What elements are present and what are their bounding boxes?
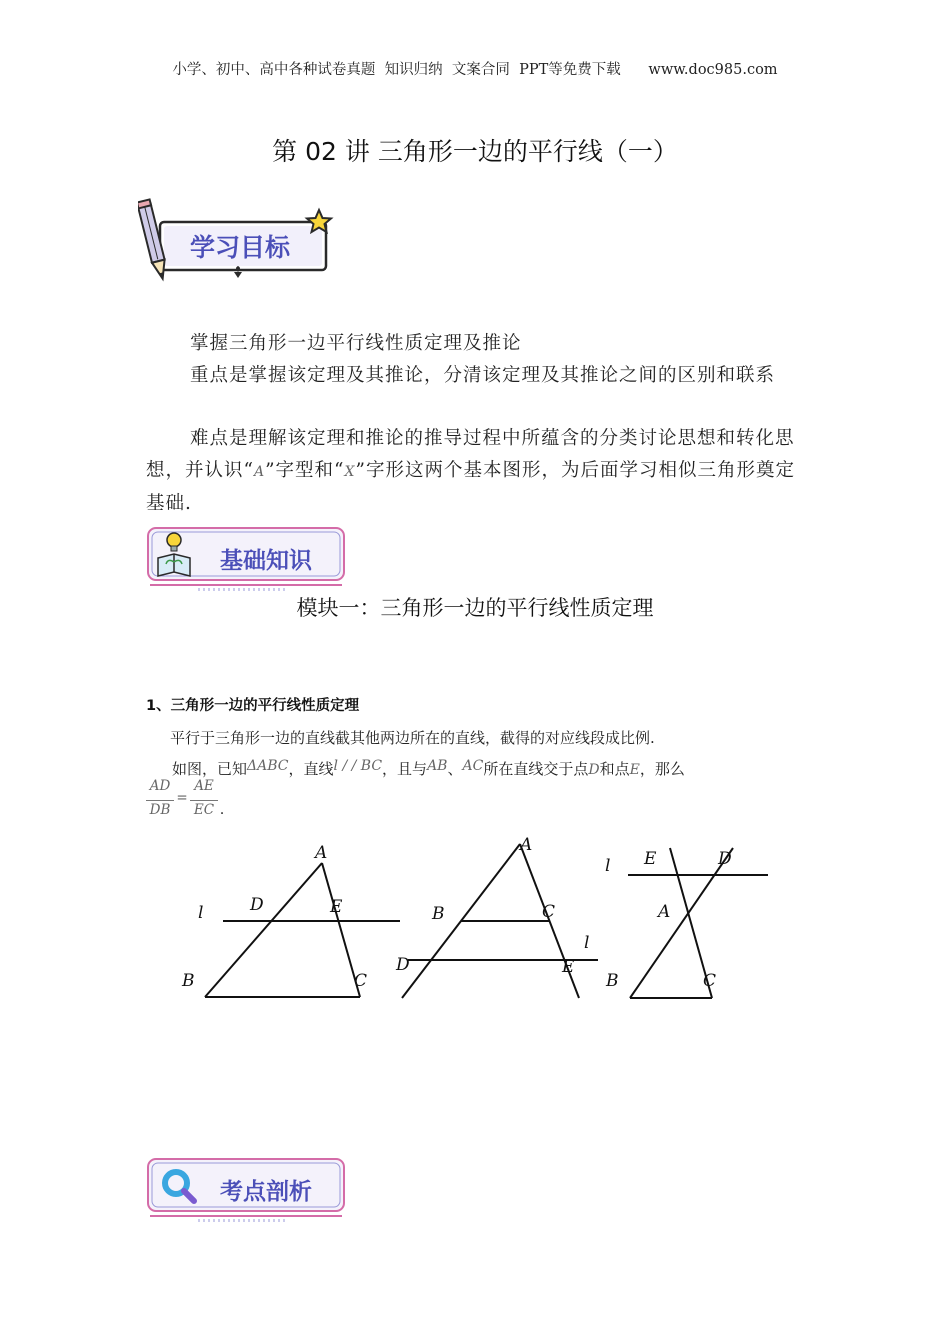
basics-badge xyxy=(144,524,349,592)
fig3-label-e: E xyxy=(644,849,657,869)
fig2-label-l: l xyxy=(584,933,590,953)
fig1-label-l: l xyxy=(198,903,204,923)
frac-denominator-2: EC xyxy=(193,802,215,818)
fig2-label-d: D xyxy=(396,955,410,975)
point-d: D xyxy=(588,762,600,778)
parallel-expression: l / / BC xyxy=(333,758,383,774)
frac-bar-2 xyxy=(190,800,218,801)
fig1-label-d: D xyxy=(250,895,264,915)
goal-paragraph-2 xyxy=(146,360,806,392)
goals-badge-label: 学习目标 xyxy=(190,233,291,262)
goal-text-2: 重点是掌握该定理及其推论，分清该定理及其推论之间的区别和联系 xyxy=(190,365,776,386)
theorem-statement: 平行于三角形一边的直线截其他两边所在的直线，截得的对应线段成比例. xyxy=(170,729,655,747)
fig3-label-d: D xyxy=(718,849,732,869)
frac-denominator-1: DB xyxy=(149,802,171,818)
fig3-label-l: l xyxy=(605,856,611,876)
fig1-label-b: B xyxy=(182,971,195,991)
segment-ab: AB xyxy=(427,758,448,774)
fig2-label-e: E xyxy=(562,957,575,977)
period: . xyxy=(219,802,225,818)
example-text-1: 如图，已知 xyxy=(172,760,248,778)
module-title: 模块一：三角形一边的平行线性质定理 xyxy=(296,596,654,620)
fig1-label-e: E xyxy=(330,897,343,917)
page-header: 小学、初中、高中各种试卷真题 知识归纳 文案合同 PPT等免费下载 www.doc985.com xyxy=(172,62,778,78)
goal-x-letter: X xyxy=(344,463,356,480)
triangle-symbol: ΔABC xyxy=(247,758,289,774)
example-text-3: ，且与 xyxy=(382,760,428,778)
goal-text-1: 掌握三角形一边平行线性质定理及推论 xyxy=(190,333,522,354)
figure-1-triangle xyxy=(205,863,400,997)
goals-badge xyxy=(138,198,338,288)
example-text-6: ，那么 xyxy=(639,760,685,778)
fig3-label-b: B xyxy=(606,971,619,991)
segment-ac: AC xyxy=(462,758,484,774)
goal-paragraph-1 xyxy=(146,328,806,360)
equals-sign: = xyxy=(176,790,188,806)
geometry-figures xyxy=(0,830,950,1010)
example-text-2: ，直线 xyxy=(288,760,334,778)
frac-numerator-1: AD xyxy=(149,778,171,794)
fig3-label-c: C xyxy=(703,971,717,991)
goal-paragraph-3 xyxy=(146,423,806,520)
goal-text-3a: 难点是理解该定理和推论的推导过程中所蕴含的分类讨论思想和转化思想，并认识“ xyxy=(146,428,795,481)
figure-3-x-shape xyxy=(628,848,768,998)
page-title: 第 02 讲 三角形一边的平行线（一） xyxy=(272,137,678,166)
fig1-label-a: A xyxy=(315,843,328,863)
frac-bar-1 xyxy=(146,800,174,801)
point-e: E xyxy=(629,762,640,778)
goal-text-3b: ”字型和“ xyxy=(265,459,345,481)
example-text-5: 和点 xyxy=(599,760,630,778)
frac-numerator-2: AE xyxy=(194,778,214,794)
ratio-formula xyxy=(146,778,236,824)
fig2-label-c: C xyxy=(542,902,556,922)
example-line xyxy=(172,758,685,779)
goal-a-letter: A xyxy=(253,463,266,480)
separator: 、 xyxy=(447,760,463,778)
analysis-badge-label: 考点剖析 xyxy=(220,1179,312,1205)
section-heading: 1、三角形一边的平行线性质定理 xyxy=(146,698,360,714)
basics-badge-label: 基础知识 xyxy=(220,548,312,574)
fig3-label-a: A xyxy=(658,902,671,922)
fig2-label-a: A xyxy=(520,835,533,855)
fig1-label-c: C xyxy=(354,971,368,991)
analysis-badge xyxy=(144,1155,349,1223)
example-text-4: 所在直线交于点 xyxy=(483,760,589,778)
fig2-label-b: B xyxy=(432,904,445,924)
goal-text-3c: ”字形这两个基本图形，为后面学习相似三角形奠定基础. xyxy=(146,459,795,514)
